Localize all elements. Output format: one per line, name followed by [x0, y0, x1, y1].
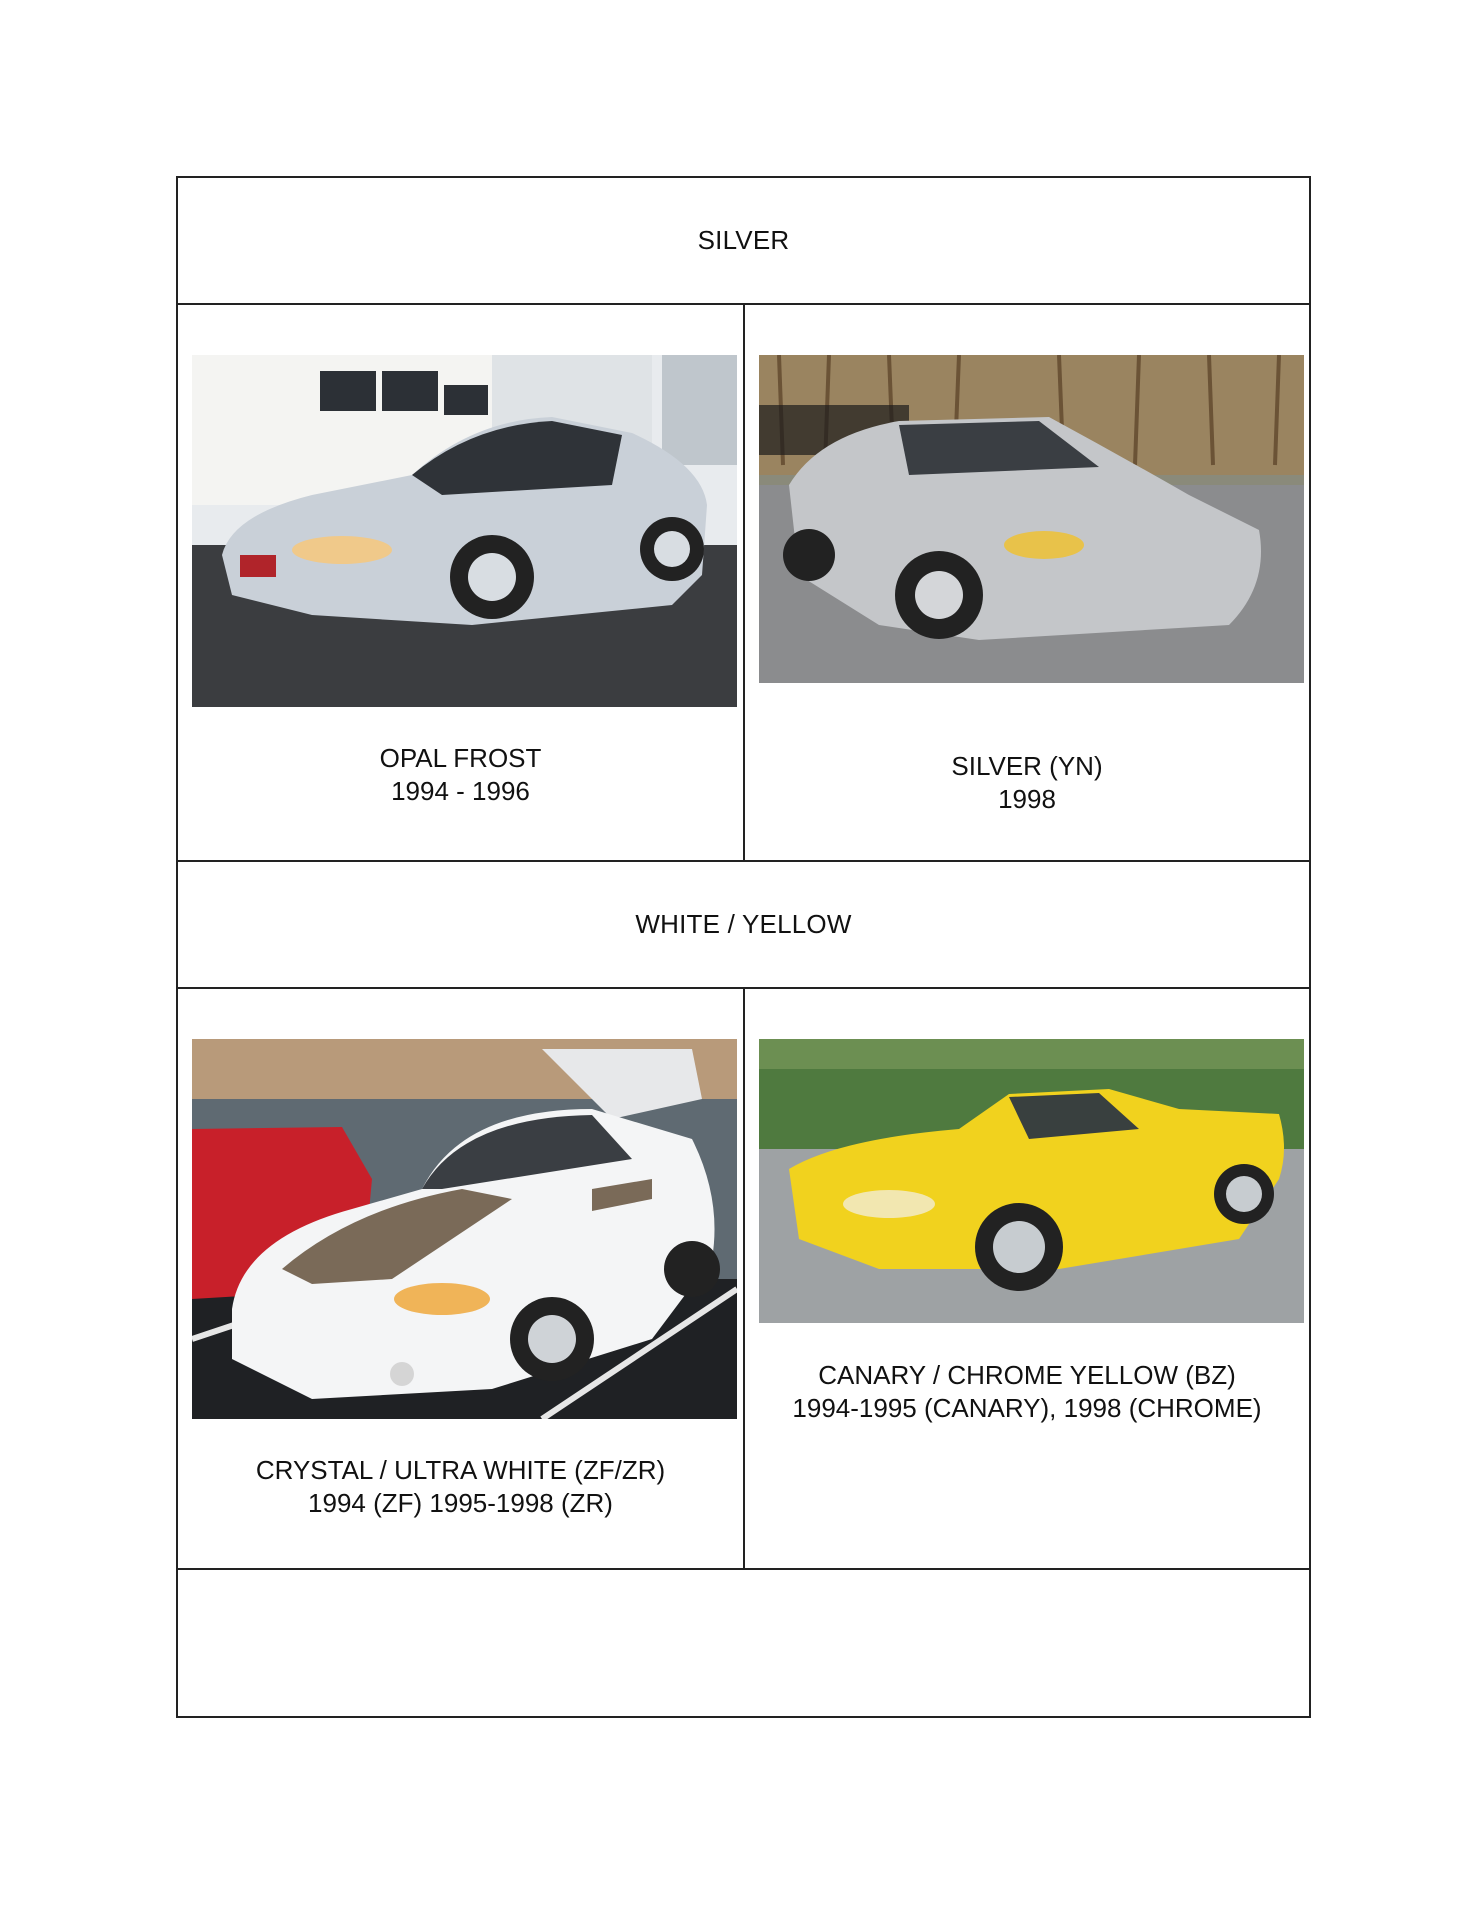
color-years: 1998: [998, 784, 1056, 814]
section-heading: WHITE / YELLOW: [635, 909, 852, 939]
color-entry: [178, 989, 745, 1568]
color-caption: [178, 1454, 743, 1520]
color-name: OPAL FROST: [379, 743, 542, 773]
canary-chrome-yellow-car-photo: [759, 1039, 1304, 1323]
color-caption: [178, 742, 743, 808]
color-years: 1994-1995 (CANARY), 1998 (CHROME): [792, 1393, 1262, 1423]
section-entries-row: [178, 305, 1309, 862]
section-entries-row: [178, 989, 1309, 1570]
color-entry: [178, 305, 745, 860]
empty-row: [178, 1570, 1309, 1716]
crystal-ultra-white-car-photo: [192, 1039, 737, 1419]
section-heading-row: [178, 178, 1309, 305]
color-caption: [745, 1359, 1309, 1425]
color-entry: [745, 305, 1309, 860]
opal-frost-car-photo: [192, 355, 737, 707]
color-name: SILVER (YN): [951, 751, 1103, 781]
color-name: CANARY / CHROME YELLOW (BZ): [818, 1360, 1236, 1390]
color-years: 1994 - 1996: [391, 776, 530, 806]
section-heading-row: [178, 862, 1309, 989]
section-heading: SILVER: [697, 225, 790, 255]
silver-yn-car-photo: [759, 355, 1304, 683]
color-name: CRYSTAL / ULTRA WHITE (ZF/ZR): [255, 1455, 666, 1485]
color-years: 1994 (ZF) 1995-1998 (ZR): [308, 1488, 613, 1518]
color-entry: [745, 989, 1309, 1568]
color-chart-table: [176, 176, 1311, 1718]
color-caption: [745, 750, 1309, 816]
